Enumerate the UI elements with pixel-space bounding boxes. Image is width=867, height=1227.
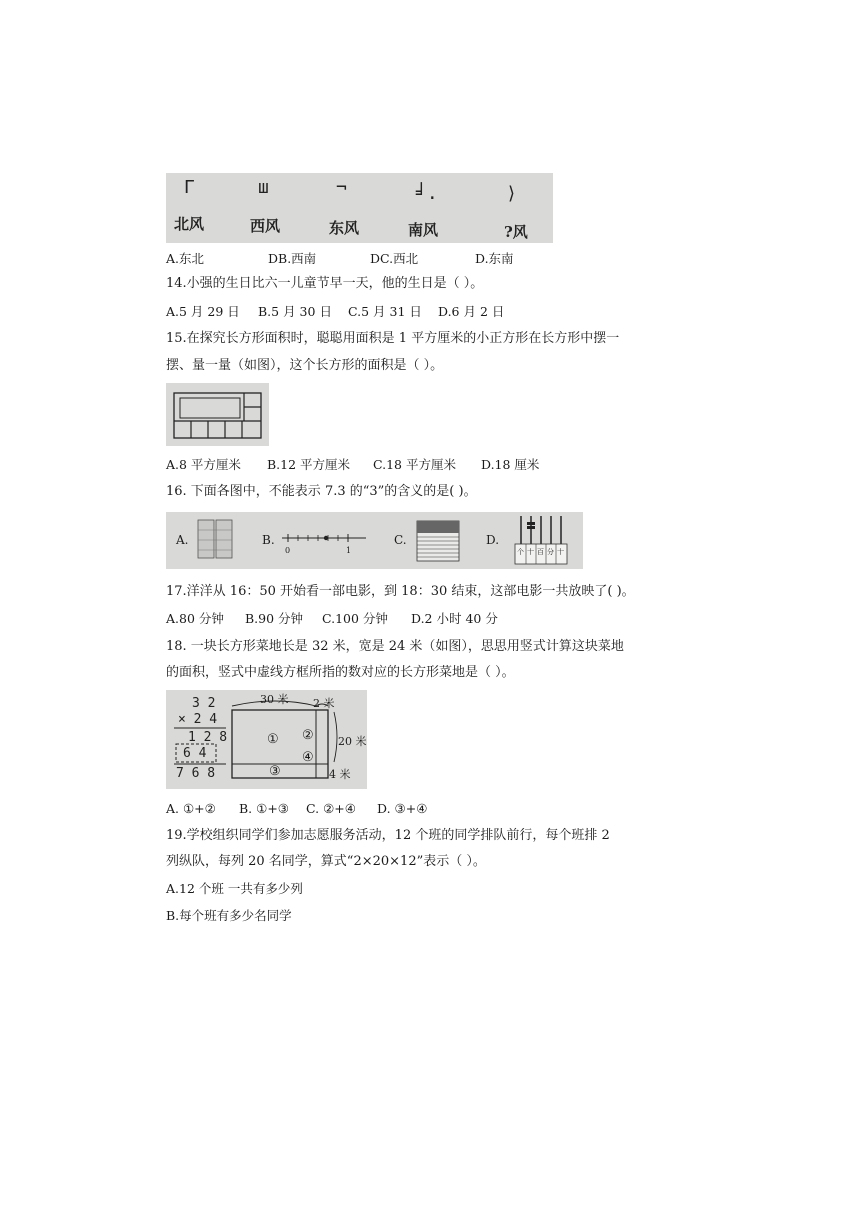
q14-option-b: B.5 月 30 日	[258, 304, 332, 319]
q19-text-line1: 19.学校组织同学们参加志愿服务活动，12 个班的同学排队前行，每个班排 2	[166, 828, 610, 843]
q14-option-c: C.5 月 31 日	[348, 304, 422, 319]
wind-label-5: ?风	[504, 223, 528, 241]
q18-option-b: B. ①+③	[239, 801, 290, 816]
number-line-tick-1: 1	[346, 546, 352, 555]
vegetable-field-figure	[166, 690, 367, 789]
q15-option-d: D.18 厘米	[481, 457, 540, 472]
wind-label-1: 北风	[174, 215, 205, 233]
q17-option-c: C.100 分钟	[322, 611, 388, 626]
q17-option-d: D.2 小时 40 分	[411, 611, 498, 626]
wind-symbol-5: ⟩	[506, 183, 517, 204]
q15-text-line1: 15.在探究长方形面积时，聪聪用面积是 1 平方厘米的小正方形在长方形中摆一	[166, 331, 620, 346]
abacus-label-1: 个	[517, 548, 524, 556]
q13-option-b: DB.西南	[268, 251, 317, 266]
q17-option-a: A.80 分钟	[166, 611, 224, 626]
q15-option-a: A.8 平方厘米	[166, 457, 241, 472]
q13-option-a: A.东北	[166, 251, 205, 266]
wind-direction-figure	[166, 173, 553, 243]
q14-option-a: A.5 月 29 日	[166, 304, 240, 319]
abacus-label-5: 十	[557, 548, 564, 556]
abacus-svg	[511, 514, 571, 566]
rectangle-area-figure	[166, 383, 269, 446]
region-1-label: ①	[267, 732, 279, 747]
wind-symbol-4: ╛.	[416, 183, 438, 204]
panel-a-blocks-svg	[196, 518, 238, 562]
label-20m: 20 米	[338, 735, 367, 748]
q15-option-c: C.18 平方厘米	[373, 457, 456, 472]
panel-d-label: D.	[486, 533, 500, 547]
q18-option-c: C. ②+④	[306, 801, 356, 816]
calc-line-3: 1 2 8	[188, 730, 228, 745]
wind-label-3: 东风	[329, 219, 360, 237]
label-4m: 4 米	[329, 768, 351, 781]
calc-line-2: × 2 4	[178, 712, 218, 727]
wind-symbol-2: ш	[258, 177, 269, 198]
rectangle-grid-svg	[166, 383, 269, 446]
q15-text-line2: 摆、量一量（如图），这个长方形的面积是（ ）。	[166, 358, 444, 373]
wind-label-2: 西风	[250, 217, 281, 235]
region-2-label: ②	[302, 728, 314, 743]
abacus-label-4: 分	[547, 548, 554, 556]
q18-text-line2: 的面积，竖式中虚线方框所指的数对应的长方形菜地是（ ）。	[166, 665, 515, 680]
region-4-label: ④	[302, 750, 314, 765]
number-line-tick-0: 0	[285, 546, 291, 555]
q17-option-b: B.90 分钟	[245, 611, 304, 626]
q14-text: 14.小强的生日比六一儿童节早一天，他的生日是（ ）。	[166, 276, 484, 291]
abacus-label-2: 十	[527, 548, 534, 556]
number-line-svg	[278, 532, 368, 546]
wind-label-4: 南风	[408, 221, 439, 239]
q13-option-d: D.东南	[475, 251, 514, 266]
wind-symbol-3: ¬	[336, 177, 347, 198]
q19-text-line2: 列纵队，每列 20 名同学，算式“2×20×12”表示（ ）。	[166, 854, 486, 869]
calc-line-1: 3 2	[192, 696, 216, 711]
q17-text: 17.洋洋从 16：50 开始看一部电影，到 18：30 结束，这部电影一共放映了( )。	[166, 584, 635, 599]
calc-line-4: 6 4	[183, 746, 207, 761]
panel-a-label: A.	[176, 533, 189, 547]
decimal-meaning-figure	[166, 512, 583, 569]
q14-option-d: D.6 月 2 日	[438, 304, 505, 319]
panel-c-stripes-svg	[416, 520, 460, 562]
q19-option-b: B.每个班有多少名同学	[166, 908, 292, 923]
label-2m: 2 米	[313, 697, 335, 710]
q18-option-d: D. ③+④	[377, 801, 428, 816]
label-30m: 30 米	[260, 693, 289, 706]
wind-symbol-1: ᒥ	[184, 177, 195, 198]
q18-text-line1: 18. 一块长方形菜地长是 32 米，宽是 24 米（如图），思思用竖式计算这块菜地	[166, 639, 624, 654]
region-3-label: ③	[269, 764, 281, 779]
q18-option-a: A. ①+②	[166, 801, 216, 816]
q15-option-b: B.12 平方厘米	[267, 457, 351, 472]
calc-line-5: 7 6 8	[176, 766, 216, 781]
q16-text: 16. 下面各图中，不能表示 7.3 的“3”的含义的是( )。	[166, 484, 477, 499]
abacus-label-3: 百	[537, 548, 544, 556]
panel-c-label: C.	[394, 533, 407, 547]
q19-option-a: A.12 个班 一共有多少列	[166, 881, 303, 896]
panel-b-label: B.	[262, 533, 275, 547]
q13-option-c: DC.西北	[370, 251, 419, 266]
